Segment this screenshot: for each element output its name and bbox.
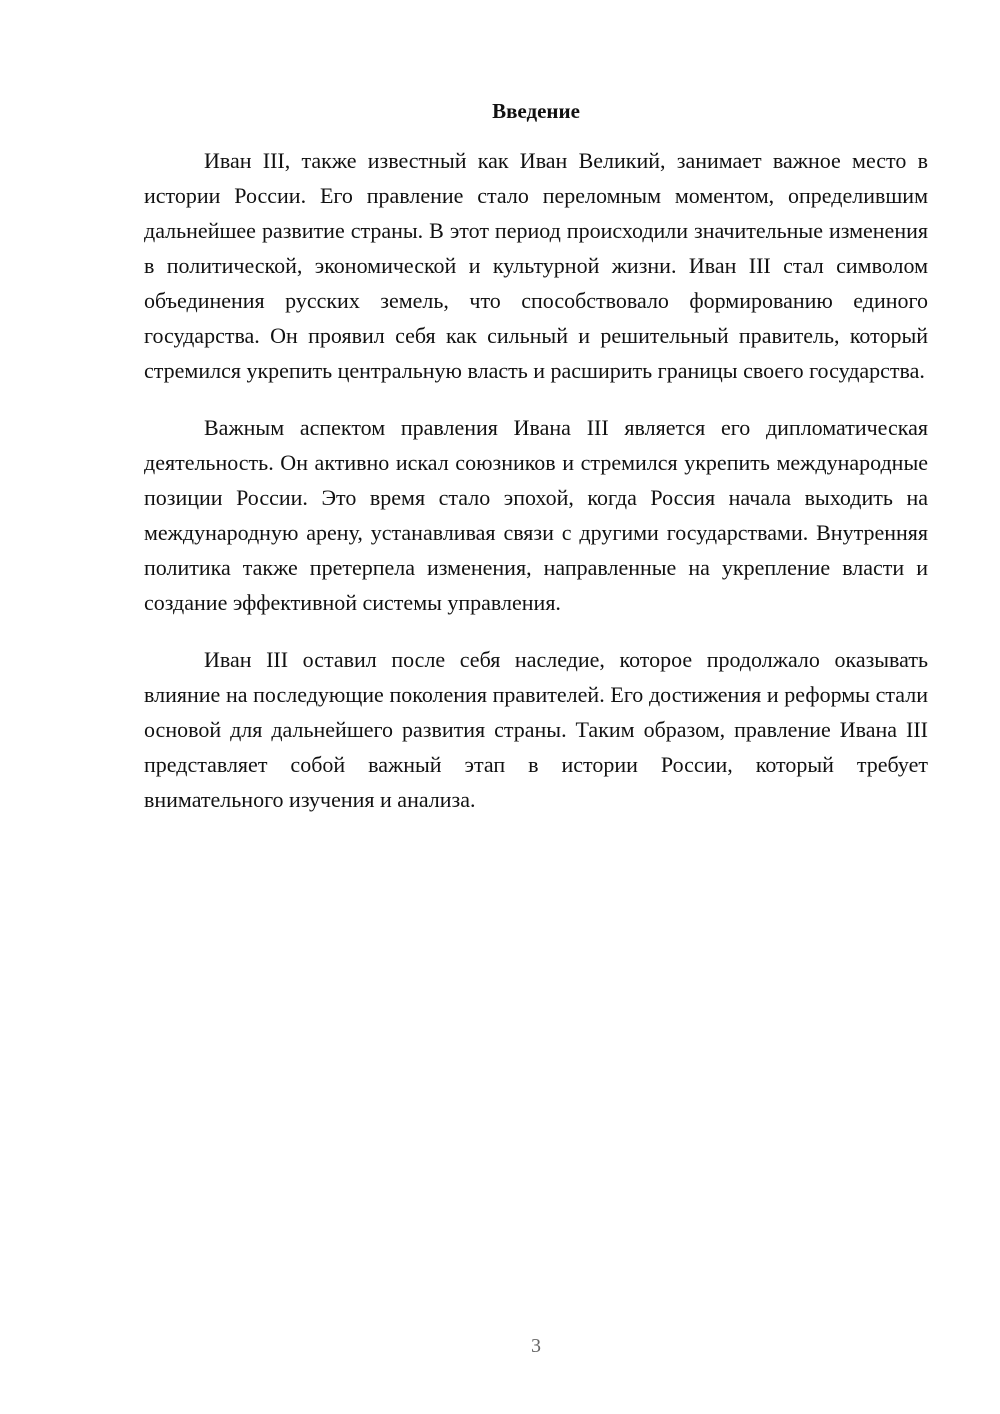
paragraph-3: Иван III оставил после себя наследие, которое продолжало оказывать влияние на последующие поколения правителей. Его достижения и реформы стали основой для дальнейшего развития страны. Таким образом, правление Ивана III представляет собой важный этап в истории России, который требует внимательного изучения и анализа. (144, 647, 928, 812)
section-heading: Введение (492, 99, 580, 123)
paragraph-1: Иван III, также известный как Иван Великий, занимает важное место в истории России. Его правление стало переломным моментом, определившим дальнейшее развитие страны. В этот период происходили значительные изменения в политической, экономической и культурной жизни. Иван III стал символом объединения русских земель, что способствовало формированию единого государства. Он проявил себя как сильный и решительный правитель, который стремился укрепить центральную власть и расширить границы своего государства. (144, 148, 928, 383)
body-text (144, 143, 928, 839)
page-number: 3 (531, 1335, 541, 1357)
paragraph-2: Важным аспектом правления Ивана III является его дипломатическая деятельность. Он активно искал союзников и стремился укрепить международные позиции России. Это время стало эпохой, когда Россия начала выходить на международную арену, устанавливая связи с другими государствами. Внутренняя политика также претерпела изменения, направленные на укрепление власти и создание эффективной системы управления. (144, 415, 928, 615)
